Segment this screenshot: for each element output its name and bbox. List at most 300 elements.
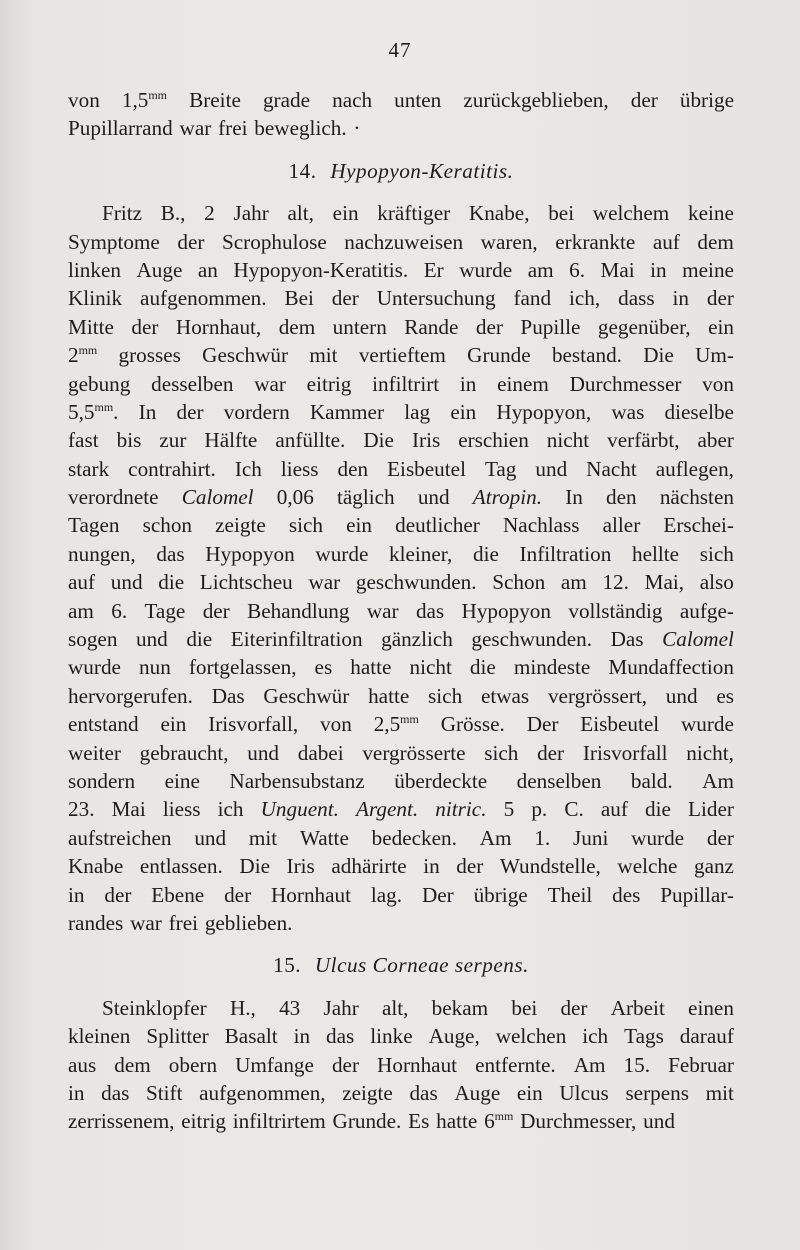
- word: bekam: [431, 995, 489, 1020]
- word: das: [415, 598, 445, 623]
- word: entfernte.: [475, 1052, 556, 1077]
- word: denselben: [516, 768, 602, 793]
- word: mit: [309, 343, 338, 368]
- word: Atropin.: [472, 485, 543, 510]
- word: Auge: [136, 257, 183, 282]
- word: mit: [248, 825, 278, 850]
- body-text: [68, 86, 734, 1136]
- text-line: [68, 398, 734, 426]
- word: Juni: [573, 825, 609, 850]
- word: $1,5^{mm}$: [121, 88, 168, 112]
- word: In: [565, 485, 583, 510]
- text-line: [68, 795, 734, 823]
- word: Hornhaut,: [175, 314, 262, 339]
- word: 6.: [111, 598, 128, 623]
- word: aufstreichen: [68, 825, 172, 850]
- text-line: [68, 710, 734, 738]
- text-line: [68, 568, 734, 596]
- word: der: [176, 399, 204, 424]
- word: sich: [699, 541, 734, 566]
- word: Infiltration: [519, 541, 612, 566]
- text-line: [68, 881, 734, 909]
- word: keine: [687, 201, 734, 226]
- text-line: [68, 1022, 734, 1050]
- word: Basalt: [224, 1024, 278, 1049]
- word: täglich: [337, 485, 395, 510]
- page-number: 47: [388, 38, 412, 62]
- word: nicht: [546, 428, 590, 453]
- word: Erschei-: [663, 513, 734, 538]
- text-line: [68, 540, 734, 568]
- word: zerrissenem,: [68, 1109, 175, 1134]
- word: der: [560, 995, 588, 1020]
- word: Kammer: [309, 399, 385, 424]
- word: Schon: [492, 570, 546, 595]
- word: Tag: [484, 456, 517, 481]
- word: Pupille: [520, 314, 581, 339]
- word: das: [409, 1080, 438, 1105]
- word: in: [672, 286, 689, 311]
- word: Tage: [144, 598, 186, 623]
- word: aller: [602, 513, 641, 538]
- word: Die: [643, 343, 674, 368]
- word: und: [417, 485, 450, 510]
- word: war: [308, 570, 341, 595]
- word: der: [456, 854, 484, 879]
- word: Grösse.: [440, 712, 505, 737]
- word: Mai: [111, 797, 146, 822]
- word: anfüllte.: [275, 428, 346, 453]
- word: bei: [511, 995, 538, 1020]
- word: sich: [428, 683, 463, 708]
- section-title: Hypopyon-Keratitis.: [330, 158, 514, 183]
- word: hatte: [350, 655, 392, 680]
- word: bestand.: [551, 343, 622, 368]
- word: nicht,: [686, 740, 734, 765]
- word: linke: [370, 1024, 413, 1049]
- text-line: [68, 682, 734, 710]
- word: Grunde: [467, 343, 531, 368]
- word: Der: [526, 712, 559, 737]
- word: Das: [610, 627, 644, 652]
- word: Rande: [404, 314, 459, 339]
- word: ·: [353, 116, 361, 141]
- word: entstand: [68, 712, 139, 737]
- text-line: [68, 597, 734, 625]
- word: das: [156, 541, 185, 566]
- word: Nacht: [586, 456, 637, 481]
- word: Hypopyon: [205, 541, 295, 566]
- word: Hornhaut: [377, 1052, 458, 1077]
- word: Breite: [189, 88, 241, 112]
- word: die: [645, 797, 671, 822]
- word: in: [68, 882, 85, 907]
- word: vollständig: [568, 598, 663, 623]
- word: in: [459, 371, 477, 396]
- word: Hypopyon-Keratitis.: [233, 257, 409, 282]
- word: am: [527, 257, 554, 282]
- word: aber: [697, 428, 734, 453]
- word: Eiterinfiltration: [230, 627, 363, 652]
- word: den: [606, 485, 637, 510]
- word: die: [186, 627, 213, 652]
- word: von: [320, 712, 352, 737]
- text-line: [68, 739, 734, 767]
- word: übrige: [679, 88, 734, 112]
- word: Symptome: [68, 229, 160, 254]
- word: Hälfte: [204, 428, 258, 453]
- text-line: [68, 455, 734, 483]
- word: des: [612, 882, 641, 907]
- word: ich: [582, 1024, 609, 1049]
- section-number: 15.: [273, 953, 302, 978]
- word: gegenüber,: [597, 314, 691, 339]
- word: Jahr: [233, 201, 269, 226]
- word: und: [194, 825, 227, 850]
- word: 12.: [602, 570, 629, 595]
- word: von: [702, 371, 734, 396]
- word: Er: [423, 257, 444, 282]
- word: welche: [617, 854, 678, 879]
- word: was: [611, 399, 645, 424]
- word: grosses: [118, 343, 181, 368]
- word: geblieben.: [204, 910, 293, 935]
- word: darauf: [679, 1024, 734, 1049]
- word: Februar: [668, 1052, 734, 1077]
- word: war: [366, 598, 399, 623]
- word: eine: [164, 768, 200, 793]
- word: der: [706, 825, 734, 850]
- word: unten: [394, 88, 442, 112]
- word: es: [716, 683, 734, 708]
- word: vertieftem: [358, 343, 446, 368]
- word: der: [224, 882, 252, 907]
- word: die: [158, 570, 185, 595]
- word: geschwunden.: [355, 570, 477, 595]
- word: Am: [702, 768, 734, 793]
- word: hatte: [368, 683, 410, 708]
- word: ein: [450, 399, 477, 424]
- text-line: [68, 199, 734, 227]
- word: einem: [497, 371, 549, 396]
- word: stark: [68, 456, 110, 481]
- word: nicht: [409, 655, 452, 680]
- word: ein: [346, 513, 373, 538]
- word: und: [535, 456, 568, 481]
- word: und: [665, 683, 698, 708]
- word: Es: [408, 1109, 430, 1134]
- word: bedecken.: [371, 825, 457, 850]
- word: etwas: [480, 683, 530, 708]
- word: B.,: [160, 201, 186, 226]
- word: nächsten: [659, 485, 734, 510]
- word: auf: [600, 797, 628, 822]
- word: Ich: [234, 456, 262, 481]
- word: vergrösserte: [362, 740, 466, 765]
- text-line: [68, 653, 734, 681]
- word: nitric.: [435, 797, 487, 822]
- word: welchen: [495, 1024, 567, 1049]
- word: Geschwür: [202, 343, 289, 368]
- word: hellte: [632, 541, 680, 566]
- text-line: [68, 370, 734, 398]
- word: dem: [278, 314, 316, 339]
- text-line: [68, 767, 734, 795]
- word: dabei: [297, 740, 344, 765]
- word: aufgenommen.: [140, 286, 267, 311]
- word: bis: [116, 428, 142, 453]
- word: und: [643, 1109, 675, 1134]
- word: Geschwür: [263, 683, 350, 708]
- word: dem: [697, 229, 734, 254]
- word: die: [469, 655, 496, 680]
- text-line: [68, 1051, 734, 1079]
- word: der: [331, 1052, 360, 1077]
- word: 23.: [68, 797, 95, 822]
- text-line: [68, 313, 734, 341]
- word: sogen: [68, 627, 118, 652]
- word: $2,5^{mm}$: [373, 712, 419, 737]
- word: Die: [363, 428, 394, 453]
- word: einen: [688, 995, 734, 1020]
- word: ein: [160, 712, 187, 737]
- word: Klinik: [68, 286, 123, 311]
- word: aus: [68, 1052, 97, 1077]
- word: desselben: [151, 371, 234, 396]
- word: Auge: [454, 1080, 501, 1105]
- word: Knabe: [68, 854, 124, 879]
- word: dass: [618, 286, 655, 311]
- word: der: [177, 229, 205, 254]
- word: welchem: [592, 201, 670, 226]
- word: weiter: [68, 740, 121, 765]
- word: Am: [573, 1052, 606, 1077]
- word: Behandlung: [247, 598, 350, 623]
- paragraph-case-14: [68, 199, 734, 937]
- word: Bei: [284, 286, 314, 311]
- word: Jahr: [323, 995, 359, 1020]
- word: bei: [548, 201, 575, 226]
- word: Umfange: [235, 1052, 314, 1077]
- word: kleiner,: [389, 541, 453, 566]
- word: nachzuweisen: [344, 229, 464, 254]
- word: war: [179, 116, 212, 141]
- word: Grunde.: [332, 1109, 402, 1134]
- word: der: [131, 314, 159, 339]
- word: liess: [280, 456, 319, 481]
- word: dem: [114, 1052, 151, 1077]
- word: wurde: [315, 541, 369, 566]
- word: sich: [484, 740, 519, 765]
- word: der: [475, 314, 503, 339]
- word: 1.: [534, 825, 551, 850]
- text-line: [68, 909, 734, 937]
- word: Hypopyon: [461, 598, 551, 623]
- word: Das: [211, 683, 245, 708]
- word: Mundaffection: [608, 655, 734, 680]
- word: Hypopyon,: [496, 399, 592, 424]
- word: infiltrirt: [372, 371, 440, 396]
- word: war: [130, 910, 162, 935]
- word: Tags: [624, 1024, 664, 1049]
- word: Iris: [286, 854, 315, 879]
- word: fast: [68, 428, 99, 453]
- text-line: [68, 341, 734, 369]
- word: hatte: [436, 1109, 478, 1134]
- word: die: [472, 541, 499, 566]
- word: der: [630, 88, 658, 112]
- word: sondern: [68, 768, 136, 793]
- word: Um-: [695, 343, 734, 368]
- word: Scrophulose: [221, 229, 327, 254]
- word: in: [650, 257, 667, 282]
- word: untern: [332, 314, 387, 339]
- word: der: [706, 286, 734, 311]
- word: aufge-: [679, 598, 734, 623]
- word: hervorgerufen.: [68, 683, 193, 708]
- word: 5: [503, 797, 515, 822]
- word: Theil: [547, 882, 593, 907]
- text-line: [68, 994, 734, 1022]
- word: Lichtscheu: [199, 570, 293, 595]
- word: ich,: [569, 286, 601, 311]
- word: Tagen: [68, 513, 120, 538]
- word: vergrössert,: [547, 683, 648, 708]
- word: Argent.: [356, 797, 419, 822]
- word: übrige: [473, 882, 528, 907]
- text-line: [68, 228, 734, 256]
- word: 43: [279, 995, 301, 1020]
- section-heading-14: [68, 157, 734, 185]
- word: der: [202, 598, 230, 623]
- word: überdeckte: [394, 768, 488, 793]
- word: fortgelassen,: [188, 655, 297, 680]
- text-line: [68, 824, 734, 852]
- word: das: [101, 1080, 130, 1105]
- word: adhärirte: [331, 854, 407, 879]
- word: zeigte: [215, 513, 266, 538]
- word: das: [326, 1024, 355, 1049]
- word: Arbeit: [610, 995, 665, 1020]
- text-line: [68, 511, 734, 539]
- word: Knabe,: [468, 201, 530, 226]
- word: in: [423, 854, 440, 879]
- word: war: [254, 371, 286, 396]
- word: Unguent.: [260, 797, 339, 822]
- word: auf: [652, 229, 680, 254]
- word: mit: [705, 1080, 734, 1105]
- word: fand: [513, 286, 552, 311]
- word: Mai,: [644, 570, 685, 595]
- word: alt,: [381, 995, 409, 1020]
- word: auflegen,: [655, 456, 734, 481]
- section-heading-15: [68, 951, 734, 979]
- word: den: [337, 456, 369, 481]
- word: und: [110, 570, 143, 595]
- paragraph-case-15: [68, 994, 734, 1136]
- word: es: [314, 655, 333, 680]
- word: Fritz: [102, 201, 143, 226]
- word: ein: [516, 1080, 543, 1105]
- text-line: [68, 426, 734, 454]
- text-line: [68, 1079, 734, 1107]
- word: ich: [217, 797, 244, 822]
- word: verordnete: [68, 485, 159, 510]
- word: lag.: [370, 882, 403, 907]
- word: randes: [68, 910, 124, 935]
- word: und: [247, 740, 279, 765]
- word: infiltrirtem: [232, 1109, 326, 1134]
- word: Iris: [411, 428, 441, 453]
- word: wurde: [631, 825, 685, 850]
- word: gänzlich: [381, 627, 453, 652]
- word: in: [293, 1024, 311, 1049]
- word: mindeste: [513, 655, 591, 680]
- word: Pupillar-: [660, 882, 734, 907]
- word: ein: [708, 314, 734, 339]
- word: Hornhaut: [271, 882, 352, 907]
- text-line: [68, 86, 734, 114]
- word: aufgenommen,: [199, 1080, 326, 1105]
- word: Splitter: [146, 1024, 209, 1049]
- text-line: [68, 1107, 734, 1135]
- word: der: [537, 740, 565, 765]
- word: ganz: [693, 854, 734, 879]
- word: wurde: [680, 712, 734, 737]
- word: nungen,: [68, 541, 136, 566]
- word: 0,06: [276, 485, 314, 510]
- word: frei: [218, 116, 248, 141]
- word: lag: [404, 399, 431, 424]
- word: $5,5^{mm}$.: [68, 399, 119, 424]
- word: dieselbe: [664, 399, 734, 424]
- word: Untersuchung: [376, 286, 496, 311]
- word: verfärbt,: [607, 428, 680, 453]
- word: Mitte: [68, 314, 114, 339]
- word: Narbensubstanz: [229, 768, 365, 793]
- word: Ulcus: [559, 1080, 609, 1105]
- word: Lider: [688, 797, 734, 822]
- section-number: 14.: [288, 158, 317, 183]
- word: in: [68, 1080, 85, 1105]
- word: Calomel: [181, 485, 254, 510]
- word: bald.: [630, 768, 673, 793]
- word: schon: [142, 513, 193, 538]
- section-title: Ulcus Corneae serpens.: [314, 953, 529, 978]
- word: und: [135, 627, 168, 652]
- word: am: [68, 598, 94, 623]
- word: meine: [682, 257, 734, 282]
- word: Calomel: [662, 627, 734, 652]
- word: gebung: [68, 371, 131, 396]
- word: sich: [288, 513, 324, 538]
- word: waren,: [480, 229, 538, 254]
- text-line: [68, 284, 734, 312]
- word: $6^{mm}$: [484, 1109, 514, 1134]
- word: p.: [531, 797, 548, 822]
- word: nach: [332, 88, 373, 112]
- word: 2: [204, 201, 215, 226]
- word: frei: [168, 910, 199, 935]
- word: zur: [159, 428, 187, 453]
- word: Pupillarrand: [68, 116, 173, 141]
- word: von: [68, 88, 100, 112]
- word: alt,: [287, 201, 314, 226]
- word: am: [560, 570, 587, 595]
- word: serpens: [625, 1080, 689, 1105]
- word: wurde: [68, 655, 121, 680]
- word: linken: [68, 257, 121, 282]
